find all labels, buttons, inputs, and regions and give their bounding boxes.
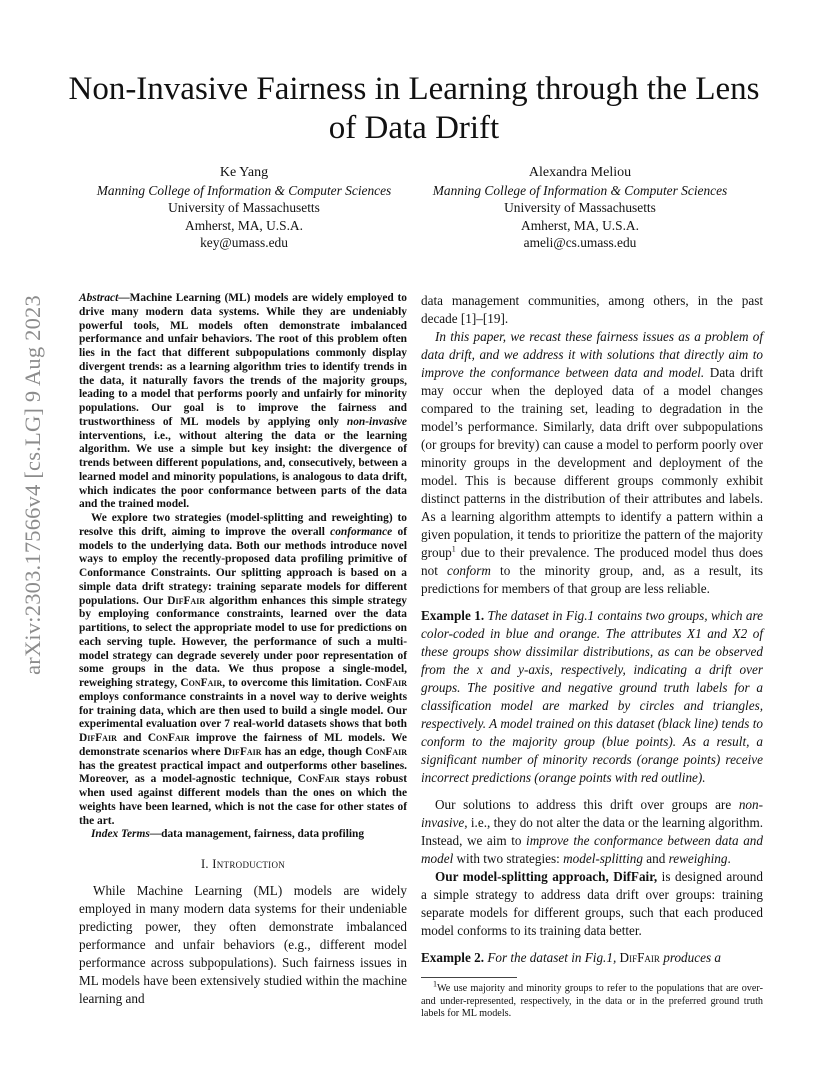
intro-paragraph-4: Our model-splitting approach, DifFair, is designed around a simple strategy to address data drift over groups: training separate models for different groups, such that each produced model conforms to its training data better. [421,869,763,938]
index-terms: Index Terms—data management, fairness, data profiling [91,828,365,841]
intro-paragraph-1: While Machine Learning (ML) models are widely employed in many modern data systems for their undeniable predicting power, they often demonstrate imbalanced performance and unfair behaviors (e.g., different model performance across subpopulations). Such fairness issues in ML models have been extensively studied within the machine learning and [79,883,407,1006]
abstract-paragraph-1: Abstract—Machine Learning (ML) models are widely employed to drive many modern data systems. While they are undeniably powerful tools, ML models often demonstrate imbalanced performance and unfair behaviors. The root of this problem often lies in the fact that different subpopulations commonly display divergent trends: as a learning algorithm tries to identify trends in the data, it naturally favors the trends of the majority groups, leading to a model that performs poorly and unfairly for minority populations. Our goal is to improve the fairness and trustworthiness of ML models by applying only non-invasive interventions, i.e., without altering the data or the learning algorithm. We use a simple but key insight: the divergence of trends between different populations, and, consecutively, between a learned model and minority populations, is analogous to data drift, which indicates the poor conformance between parts of the data and the trained model. [79,292,407,511]
author-block-2 [410,164,750,252]
right-column [421,292,763,1021]
intro-paragraph-3: Our solutions to address this drift over groups are non-invasive, i.e., they do not alter the data or the learning algorithm. Instead, we aim to improve the conformance between data and model with two strategies: model-splitting and reweighing. [421,797,763,866]
intro-continuation: data management communities, among others, in the past decade [1]–[19]. [421,293,763,326]
author-affiliation: Manning College of Information & Computer Sciences [96,182,392,198]
arxiv-stamp [16,290,50,680]
example-1: Example 1. The dataset in Fig.1 contains two groups, which are color-coded in blue and orange. The attributes X1 and X2 of these groups show dissimilar distributions, as can be observed from the x and y-axis, respectively, indicating a drift over groups. The positive and negative ground truth labels for a classification model are marked by circles and triangles, respectively. A model trained on this dataset (black line) tends to conform to the majority group (blue points). As a result, a significant number of minority records (orange points) receive incorrect predictions (orange points with red outline). [421,608,763,785]
author-location: Amherst, MA, U.S.A. [185,217,303,233]
author-affiliation: Manning College of Information & Computer Sciences [432,182,728,198]
author-location: Amherst, MA, U.S.A. [521,217,639,233]
author-university: University of Massachusetts [504,200,656,216]
example-2: Example 2. For the dataset in Fig.1, DifFair produces a [421,950,721,965]
section-heading-introduction: I. Introduction [200,857,286,871]
paper-title: Non-Invasive Fairness in Learning through the Lens of Data Drift [68,71,760,146]
arxiv-identifier: arXiv:2303.17566v4 [cs.LG] 9 Aug 2023 [20,295,46,675]
footnote-marker[interactable]: 1 [451,544,456,554]
author-email: key@umass.edu [200,235,288,251]
footnote-divider [421,977,517,978]
left-column [79,292,407,1008]
author-name: Ke Yang [219,165,269,180]
author-university: University of Massachusetts [168,200,320,216]
author-name: Alexandra Meliou [528,165,632,180]
author-email: ameli@cs.umass.edu [523,235,637,251]
intro-paragraph-2: In this paper, we recast these fairness issues as a problem of data drift, and we address it with solutions that directly aim to improve the conformance between data and model. Data drift may occur when the deployed data of a model changes compared to the training set, leading to degradation in the model’s performance. Similarly, data drift over subpopulations (or groups for brevity) can cause a model to perform poorly over minority groups in the development and deployment of the model. This is because different groups commonly exhibit distinct patterns in the distribution of their attributes and labels. As a learning algorithm attempts to identify a pattern within a given population, it tends to prioritize the pattern of the majority group$^1$ due to their prevalence. The produced model thus does not conform to the minority group, and, as a result, its predictions for members of that group are less reliable. [421,329,763,596]
abstract-paragraph-2: We explore two strategies (model-splitting and reweighting) to resolve this drift, aiming to improve the overall conformance of models to the underlying data. Both our methods introduce novel ways to employ the recently-proposed data profiling primitive of Conformance Constraints. Our splitting approach is based on a simple data drift strategy: training separate models for different populations. Our DifFair algorithm enhances this simple strategy by employing conformance constraints, learned over the data partitions, to select the appropriate model to use for predictions on each serving tuple. However, the performance of such a multi-model strategy can degrade severely under poor representation of some groups in the data. We thus propose a single-model, reweighing strategy, ConFair, to overcome this limitation. ConFair employs conformance constraints in a novel way to derive weights for training data, which are then used to build a single model. Our experimental evaluation over 7 real-world datasets shows that both DifFair and ConFair improve the fairness of ML models. We demonstrate scenarios where DifFair has an edge, though ConFair has the greatest practical impact and outperforms other baselines. Moreover, as a model-agnostic technique, ConFair stays robust when used against different models than the ones on which the weights have been learned, which is not the case for other states of the art. [79,512,407,827]
footnote-1: $^1$We use majority and minority groups to refer to the populations that are over- and under-represented, respectively, in the data or in the preferred ground truth labels for ML models. [421,979,763,1020]
author-block-1 [74,164,414,252]
